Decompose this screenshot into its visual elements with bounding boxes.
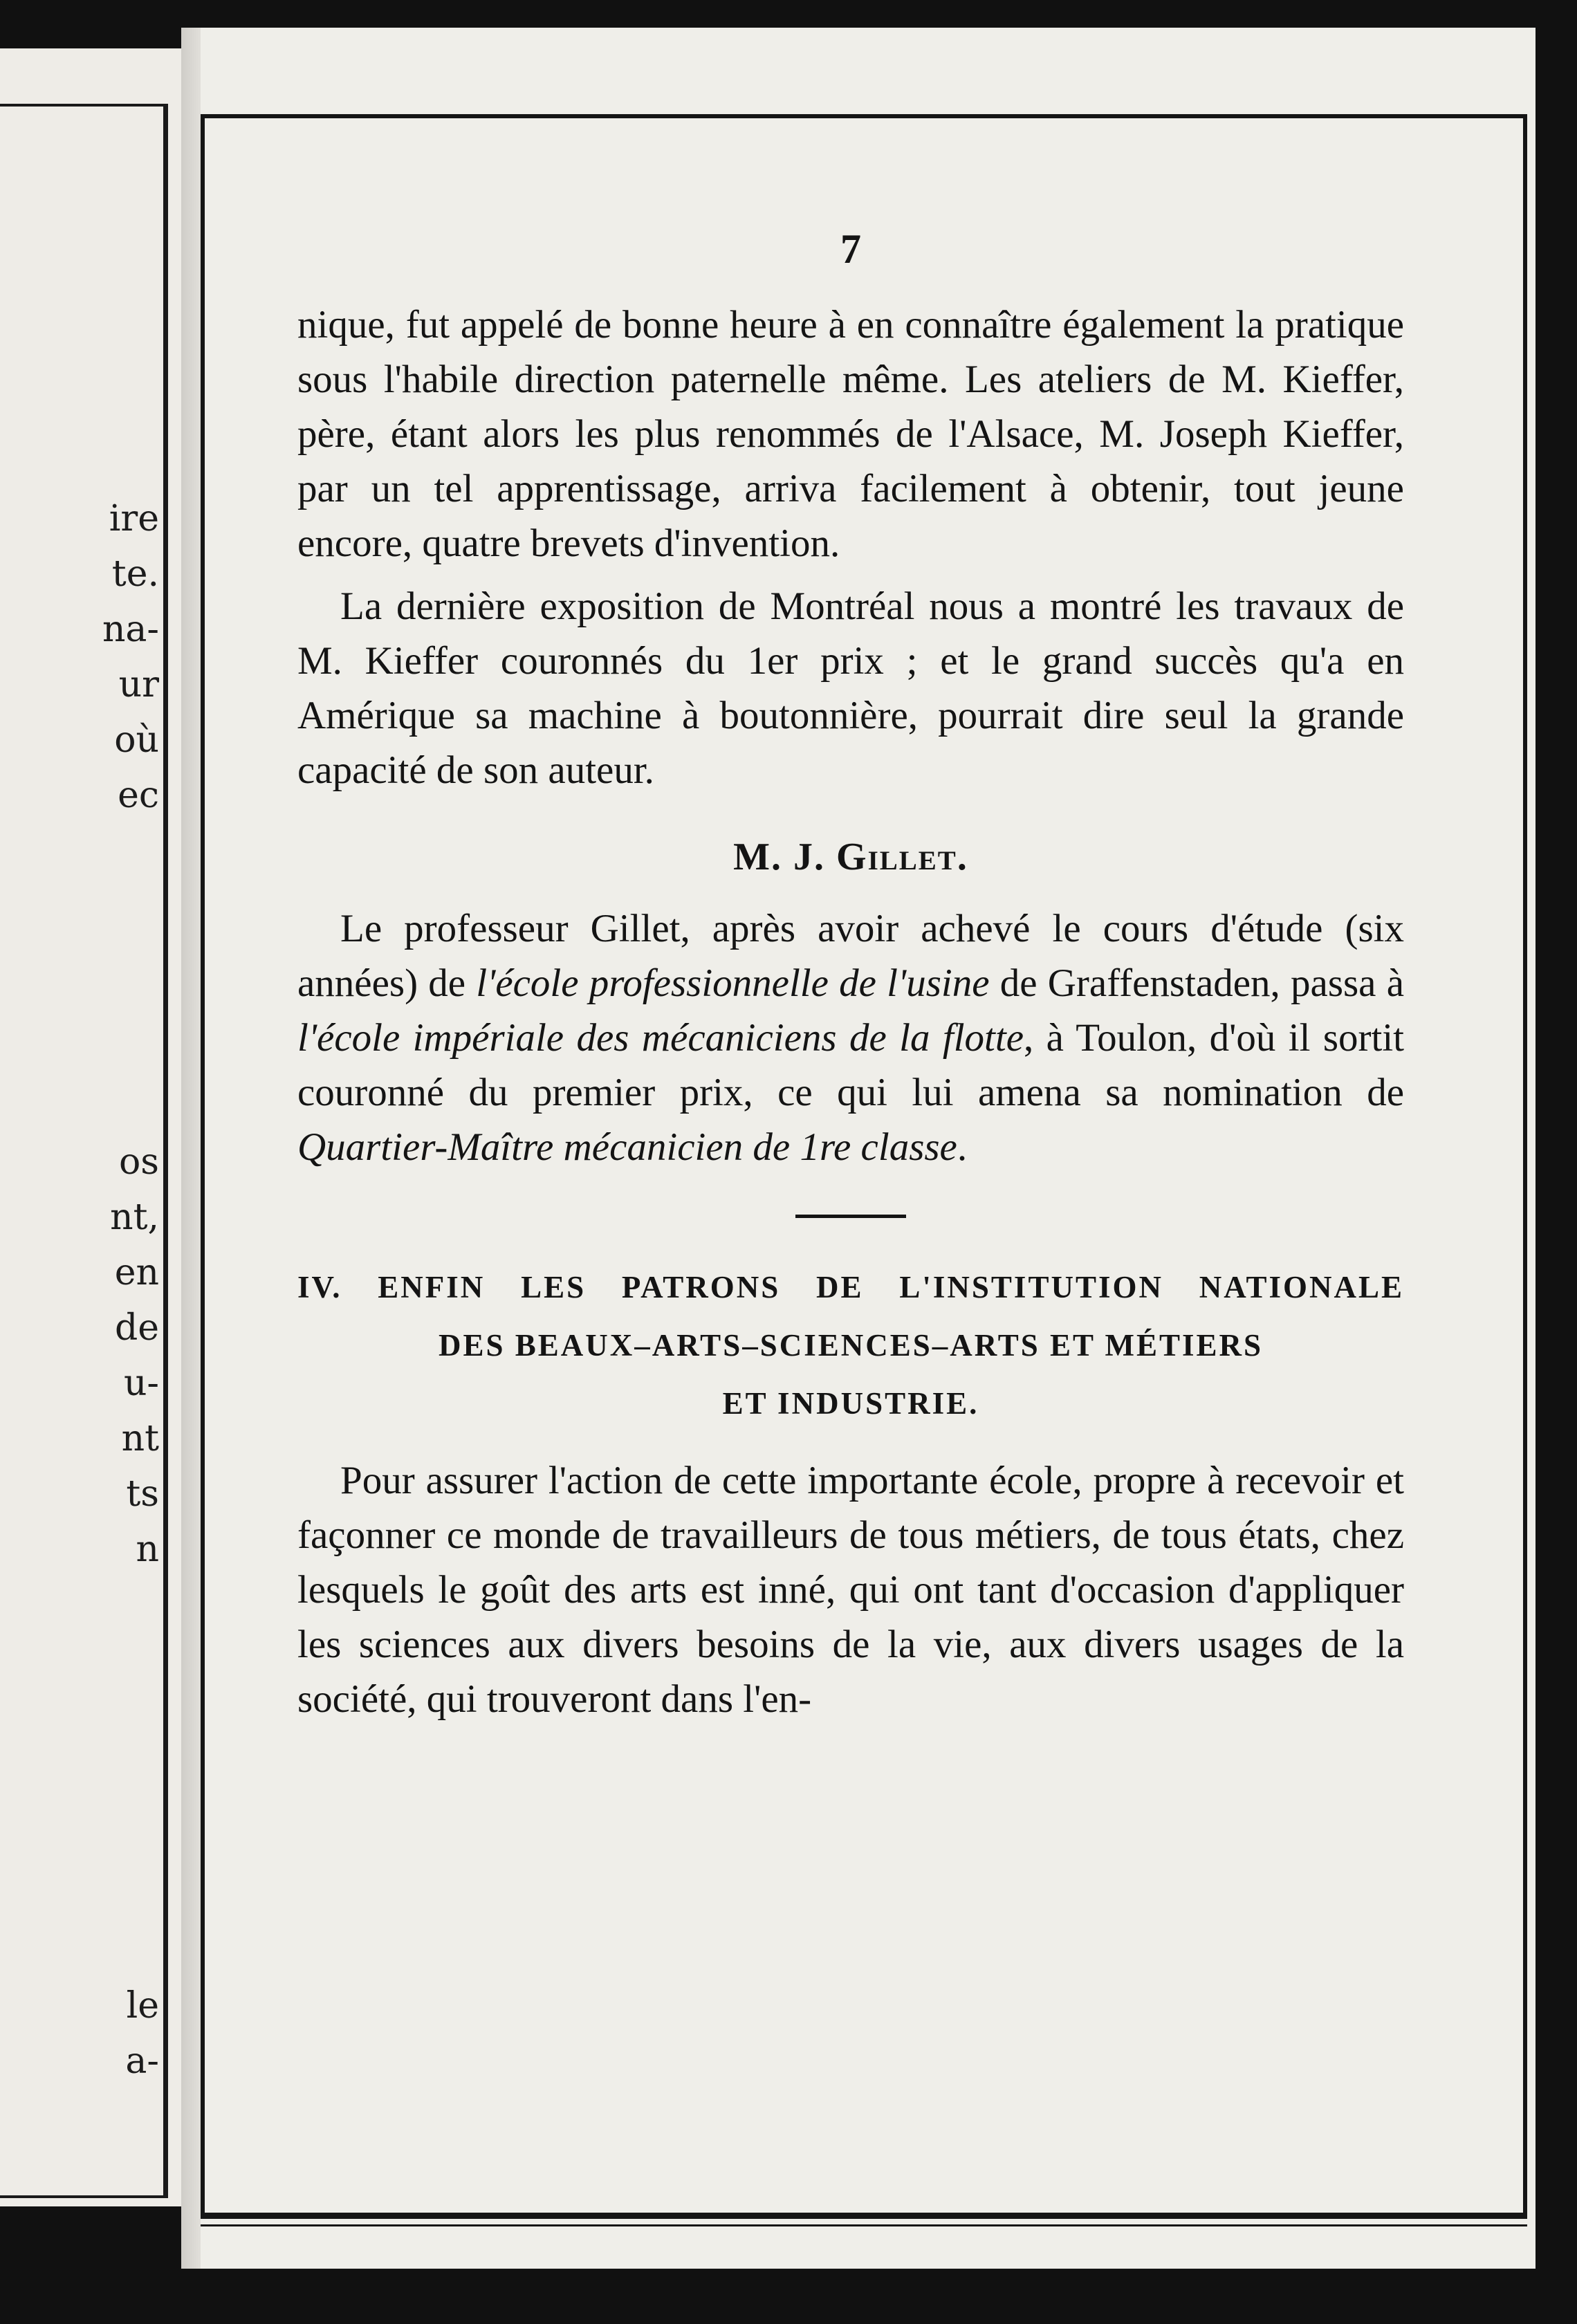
italic-run: l'école professionnelle de l'usine [476,961,990,1005]
page-content [297,228,1404,1726]
paragraph-kieffer-exposition: La dernière exposition de Montréal nous a montré les travaux de M. Kieffer couronnés du 1er prix ; et le grand succès qu'a en Amérique sa machine à boutonnière, pourrait dire seul la grande capacité de son auteur. [297,584,1404,792]
left-text-fragment: ts [126,1473,159,1515]
text-run: . [957,1125,968,1169]
left-text-fragment: ur [118,664,159,706]
left-text-fragment: na- [102,609,159,650]
left-text-fragment: de [114,1307,159,1349]
text-run: , à Toulon, d'où il sortit couronné du premier prix, ce qui lui amena sa nomination de [297,1016,1404,1114]
italic-run: Quartier-Maître mécanicien de 1re classe [297,1125,957,1169]
section-heading-gillet: M. J. Gillet. [733,836,968,878]
paragraph-institution: Pour assurer l'action de cette importante école, propre à recevoir et façonner ce monde de travailleurs de tous métiers, de tous états, chez lesquels le goût des arts est inné, qui ont tant d'occasion d'appliquer les sciences aux divers besoins de la vie, aux divers usages de la société, qui trouveront dans l'en- [297,1459,1404,1721]
section-title-line: ET INDUSTRIE. [722,1386,979,1421]
section-divider [795,1215,906,1218]
page-number: 7 [840,226,861,272]
paragraph-gillet [297,901,1404,1174]
left-text-fragment: le [126,1985,159,2027]
left-text-fragment: te. [111,553,159,595]
section-title-line: IV. ENFIN LES PATRONS DE L'INSTITUTION NATIONALE [297,1270,1404,1304]
section-title-line: DES BEAUX–ARTS–SCIENCES–ARTS ET MÉTIERS [438,1328,1264,1363]
left-text-fragment: a- [125,2040,159,2082]
left-text-fragment: nt, [110,1197,159,1238]
left-text-fragment: nt [121,1418,159,1459]
text-run: de Graffenstaden, passa à [989,961,1404,1005]
main-page [201,28,1536,2269]
paragraph-kieffer-training: nique, fut appelé de bonne heure à en connaître également la pratique sous l'habile direction paternelle même. Les ateliers de M. Kieffer, père, étant alors les plus renommés de l'Alsace, M. Joseph Kieffer, par un tel apprentissage, arriva facilement à obtenir, tout jeune encore, quatre brevets d'invention. [297,303,1404,565]
left-text-fragment: os [119,1141,159,1183]
left-page-sliver [0,48,187,2206]
left-text-fragment: ire [109,498,159,540]
left-text-fragment: ec [118,775,159,816]
page-bottom-rule [201,2217,1527,2226]
left-text-fragment: n [136,1529,159,1570]
left-text-fragment: où [114,719,159,761]
italic-run: l'école impériale des mécaniciens de la flotte [297,1016,1024,1060]
section-title-iv [297,1258,1404,1432]
text-run: Le professeur Gillet, après avoir achevé le cours d'étude (six années) de [297,907,1404,1005]
left-text-fragment: u- [123,1363,159,1404]
left-text-fragment: en [114,1252,159,1293]
